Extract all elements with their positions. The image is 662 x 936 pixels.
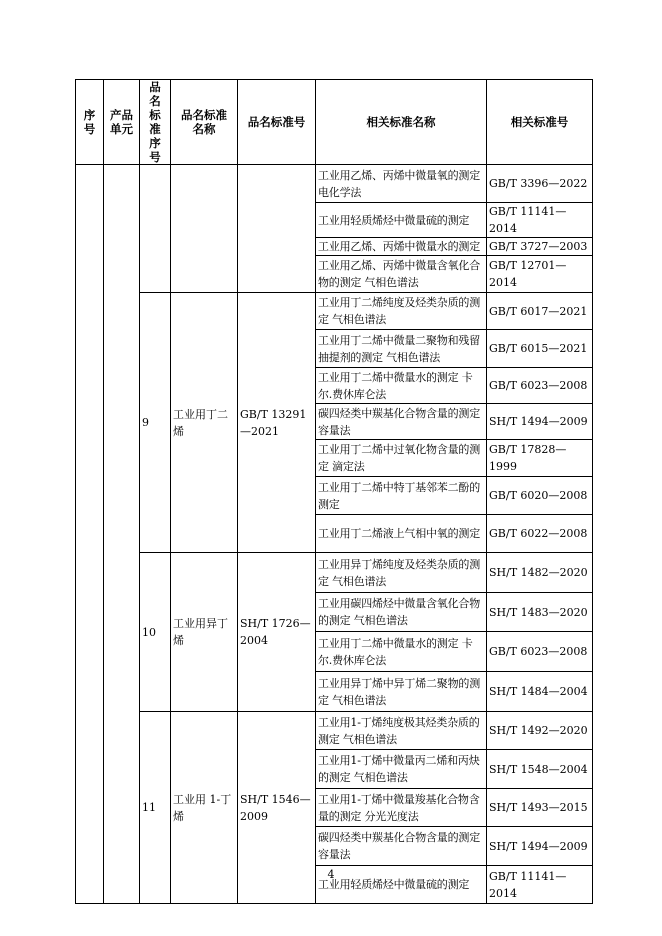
table-row: [76, 165, 593, 203]
rel-no-cell: SH/T 1492—2020: [487, 712, 593, 750]
rel-no-cell: GB/T 3727—2003: [487, 238, 593, 256]
rel-name-cell: 工业用丁二烯纯度及烃类杂质的测定 气相色谱法: [316, 293, 487, 330]
rel-no-cell: GB/T 6020—2008: [487, 477, 593, 515]
rel-name-cell: 工业用轻质烯烃中微量硫的测定: [316, 866, 487, 904]
header-std-no: 品名标准号: [238, 80, 316, 165]
std-seq-cell: 11: [140, 712, 171, 904]
rel-name-cell: 碳四烃类中羰基化合物含量的测定 容量法: [316, 404, 487, 440]
standards-table: [75, 79, 593, 904]
rel-name-cell: 工业用轻质烯烃中微量硫的测定: [316, 203, 487, 238]
rel-name-cell: 工业用异丁烯中异丁烯二聚物的测定 气相色谱法: [316, 672, 487, 712]
rel-no-cell: GB/T 6022—2008: [487, 515, 593, 553]
unit-cell: [104, 165, 140, 904]
std-seq-cell: 9: [140, 293, 171, 553]
rel-name-cell: 工业用碳四烯烃中微量含氧化合物的测定 气相色谱法: [316, 593, 487, 632]
std-no-cell: SH/T 1726—2004: [238, 553, 316, 712]
rel-name-cell: 工业用丁二烯液上气相中氧的测定: [316, 515, 487, 553]
std-seq-cell: [140, 165, 171, 293]
table-row: [76, 553, 593, 593]
rel-no-cell: GB/T 17828—1999: [487, 440, 593, 477]
rel-no-cell: GB/T 6023—2008: [487, 632, 593, 672]
rel-name-cell: 工业用1-丁烯纯度极其烃类杂质的测定 气相色谱法: [316, 712, 487, 750]
table-row: [76, 712, 593, 750]
std-name-cell: 工业用异丁烯: [171, 553, 238, 712]
rel-name-cell: 工业用乙烯、丙烯中微量氧的测定 电化学法: [316, 165, 487, 203]
rel-no-cell: GB/T 11141—2014: [487, 203, 593, 238]
std-seq-cell: 10: [140, 553, 171, 712]
header-row: [76, 80, 593, 165]
rel-no-cell: GB/T 6023—2008: [487, 368, 593, 404]
seq-cell: [76, 165, 104, 904]
header-rel-name: 相关标准名称: [316, 80, 487, 165]
header-std-seq: 品名标准序号: [140, 80, 171, 165]
page-number: 4: [327, 868, 335, 881]
header-unit: 产品单元: [104, 80, 140, 165]
std-no-cell: [238, 165, 316, 293]
std-name-cell: 工业用 1-丁烯: [171, 712, 238, 904]
rel-name-cell: 工业用丁二烯中微量二聚物和残留抽提剂的测定 气相色谱法: [316, 330, 487, 368]
rel-name-cell: 工业用异丁烯纯度及烃类杂质的测定 气相色谱法: [316, 553, 487, 593]
rel-name-cell: 工业用乙烯、丙烯中微量含氧化合物的测定 气相色谱法: [316, 256, 487, 293]
rel-name-cell: 工业用1-丁烯中微量羧基化合物含量的测定 分光光度法: [316, 789, 487, 827]
std-name-cell: [171, 165, 238, 293]
rel-no-cell: GB/T 12701—2014: [487, 256, 593, 293]
header-seq: 序号: [76, 80, 104, 165]
rel-no-cell: SH/T 1483—2020: [487, 593, 593, 632]
rel-name-cell: 工业用丁二烯中过氧化物含量的测定 滴定法: [316, 440, 487, 477]
rel-name-cell: 工业用1-丁烯中微量丙二烯和丙炔的测定 气相色谱法: [316, 750, 487, 789]
rel-no-cell: GB/T 11141—2014: [487, 866, 593, 904]
table-row: [76, 293, 593, 330]
rel-name-cell: 工业用乙烯、丙烯中微量水的测定: [316, 238, 487, 256]
rel-no-cell: SH/T 1484—2004: [487, 672, 593, 712]
header-std-name: 品名标准名称: [171, 80, 238, 165]
rel-no-cell: GB/T 6017—2021: [487, 293, 593, 330]
rel-no-cell: GB/T 6015—2021: [487, 330, 593, 368]
rel-name-cell: 工业用丁二烯中特丁基邻苯二酚的测定: [316, 477, 487, 515]
std-no-cell: GB/T 13291—2021: [238, 293, 316, 553]
header-rel-no: 相关标准号: [487, 80, 593, 165]
rel-no-cell: SH/T 1548—2004: [487, 750, 593, 789]
rel-name-cell: 碳四烃类中羰基化合物含量的测定 容量法: [316, 827, 487, 866]
rel-no-cell: GB/T 3396—2022: [487, 165, 593, 203]
std-no-cell: SH/T 1546—2009: [238, 712, 316, 904]
rel-no-cell: SH/T 1482—2020: [487, 553, 593, 593]
rel-no-cell: SH/T 1493—2015: [487, 789, 593, 827]
rel-no-cell: SH/T 1494—2009: [487, 827, 593, 866]
rel-name-cell: 工业用丁二烯中微量水的测定 卡尔.费休库仑法: [316, 368, 487, 404]
std-name-cell: 工业用丁二烯: [171, 293, 238, 553]
rel-no-cell: SH/T 1494—2009: [487, 404, 593, 440]
rel-name-cell: 工业用丁二烯中微量水的测定 卡尔.费休库仑法: [316, 632, 487, 672]
